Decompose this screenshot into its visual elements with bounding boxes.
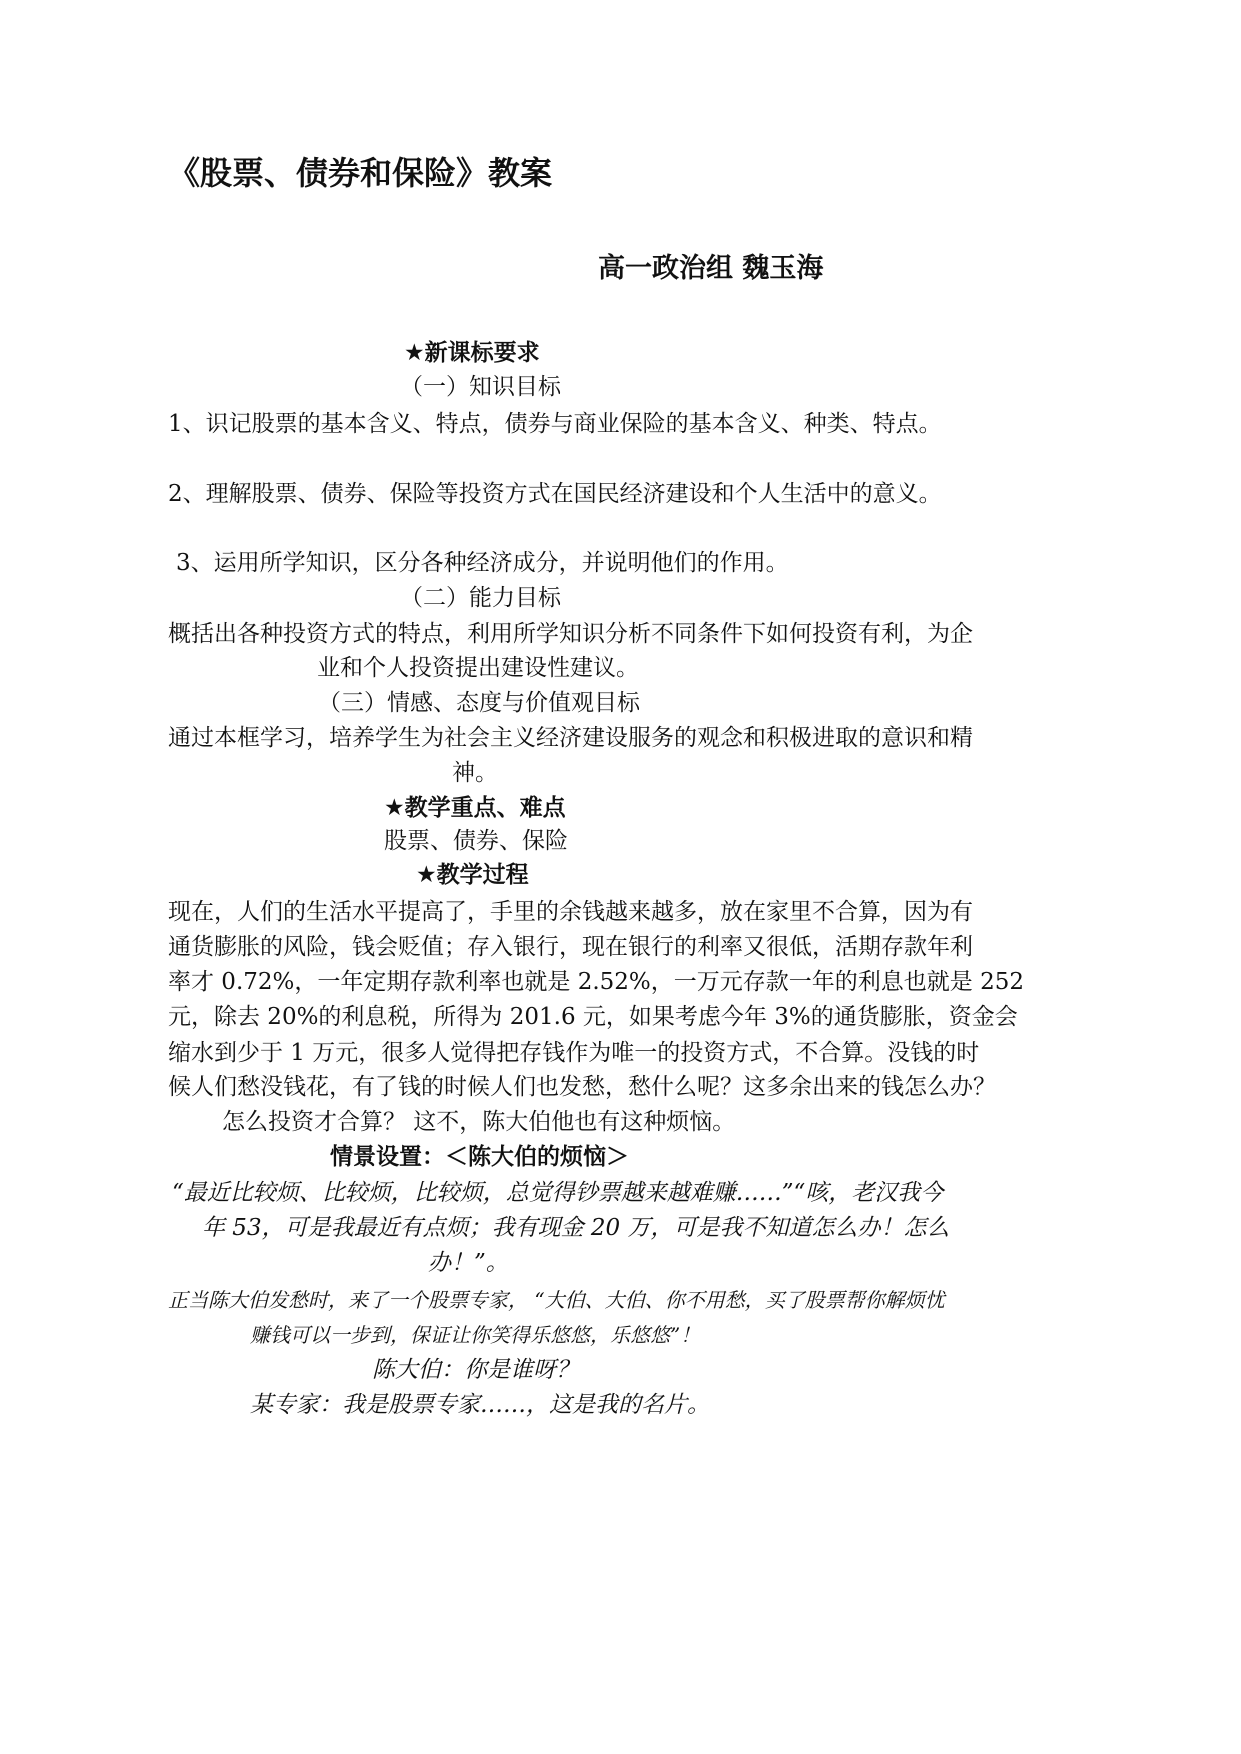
emotion-heading: （三）情感、态度与价值观目标 [318, 690, 640, 716]
process-line-3: 率才 0.72%，一年定期存款利率也就是 2.52%，一万元存款一年的利息也就是 252 [168, 969, 1024, 995]
dialogue-line-1: 陈大伯：你是谁呀？ [372, 1357, 579, 1383]
keypoints-heading: ★教学重点、难点 [384, 795, 566, 821]
ability-heading: （二）能力目标 [400, 585, 561, 611]
expert-line-1: 正当陈大伯发愁时，来了一个股票专家， “大伯、大伯、你不用愁，买了股票帮你解烦忧 [168, 1288, 945, 1312]
process-line-4: 元，除去 20%的利息税，所得为 201.6 元，如果考虑今年 3%的通货膨胀，资金会 [168, 1004, 1018, 1030]
quote-line-1: “最近比较烦、比较烦，比较烦，总觉得钞票越来越难赚……”“咳，老汉我今 [172, 1180, 944, 1206]
process-line-7: 怎么投资才合算？ 这不，陈大伯他也有这种烦恼。 [222, 1109, 736, 1135]
scenario-heading: 情景设置：＜陈大伯的烦恼＞ [330, 1144, 629, 1170]
knowledge-item-2: 2、理解股票、债券、保险等投资方式在国民经济建设和个人生活中的意义。 [168, 481, 942, 507]
quote-line-3: 办！”。 [428, 1250, 509, 1276]
keypoints-text: 股票、债券、保险 [384, 828, 568, 854]
emotion-line-1: 通过本框学习，培养学生为社会主义经济建设服务的观念和积极进取的意识和精 [168, 725, 973, 751]
author-line: 高一政治组 魏玉海 [598, 253, 824, 284]
ability-line-1: 概括出各种投资方式的特点，利用所学知识分析不同条件下如何投资有利，为企 [168, 621, 973, 647]
knowledge-item-3: 3、运用所学知识，区分各种经济成分，并说明他们的作用。 [176, 550, 789, 576]
knowledge-item-1: 1、识记股票的基本含义、特点，债券与商业保险的基本含义、种类、特点。 [168, 411, 942, 437]
standards-heading: ★新课标要求 [404, 340, 540, 366]
process-line-1: 现在，人们的生活水平提高了，手里的余钱越来越多，放在家里不合算，因为有 [168, 899, 973, 925]
ability-line-2: 业和个人投资提出建设性建议。 [317, 655, 639, 681]
process-heading: ★教学过程 [416, 862, 529, 888]
expert-line-2: 赚钱可以一步到，保证让你笑得乐悠悠，乐悠悠”！ [250, 1323, 701, 1347]
dialogue-line-2: 某专家：我是股票专家……，这是我的名片。 [250, 1392, 710, 1418]
knowledge-heading: （一）知识目标 [400, 374, 561, 400]
document-title: 《股票、债券和保险》教案 [168, 154, 553, 192]
process-line-5: 缩水到少于 1 万元，很多人觉得把存钱作为唯一的投资方式，不合算。没钱的时 [168, 1040, 980, 1066]
process-line-6: 候人们愁没钱花，有了钱的时候人们也发愁，愁什么呢？这多余出来的钱怎么办？ [168, 1074, 996, 1100]
emotion-line-2: 神。 [452, 760, 498, 786]
process-line-2: 通货膨胀的风险，钱会贬值；存入银行，现在银行的利率又很低，活期存款年利 [168, 934, 973, 960]
quote-line-2: 年 53，可是我最近有点烦；我有现金 20 万，可是我不知道怎么办！怎么 [202, 1215, 950, 1241]
